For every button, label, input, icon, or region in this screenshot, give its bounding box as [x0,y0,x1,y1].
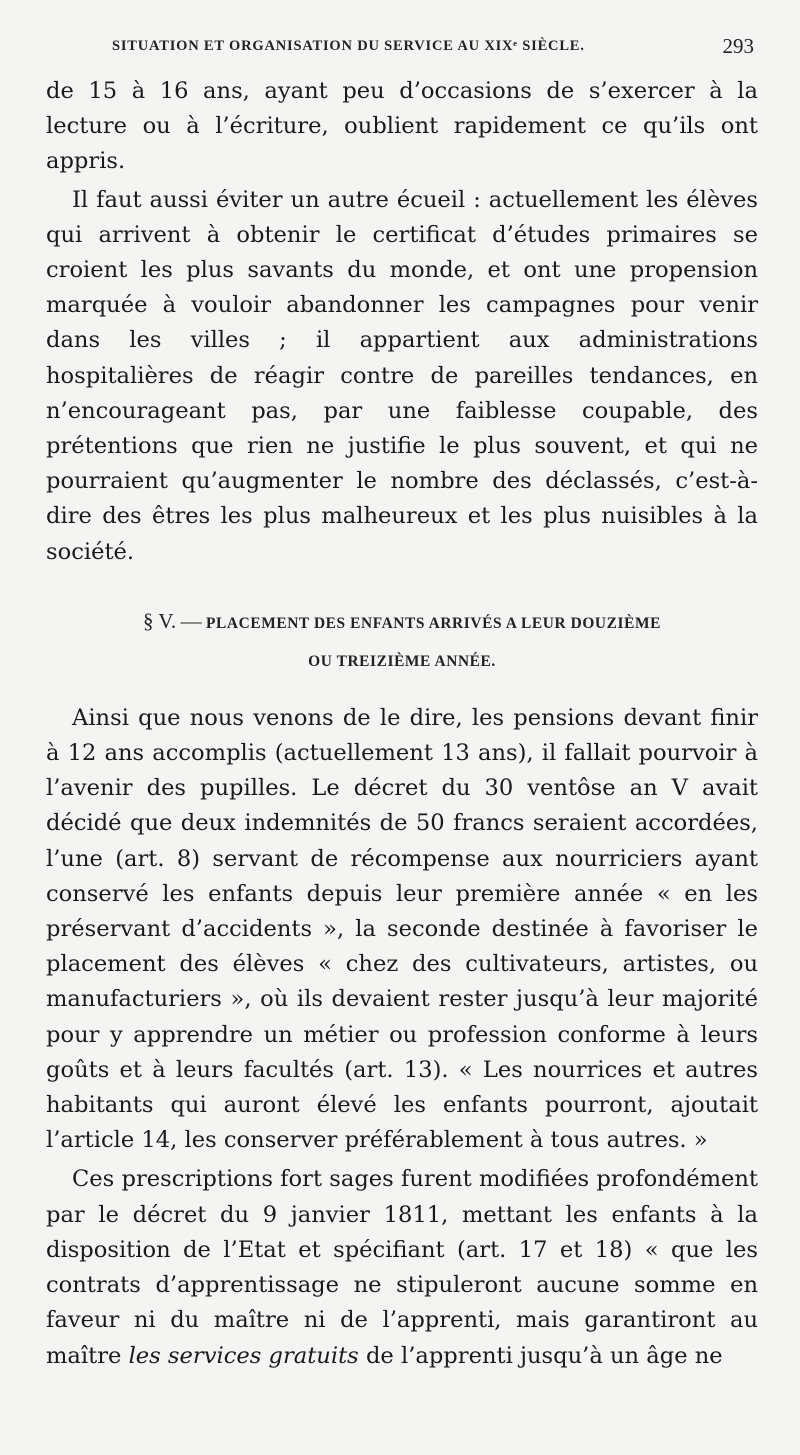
section-heading [46,608,758,675]
section-mark: § V. [143,608,177,633]
paragraph-continuation: de 15 à 16 ans, ayant peu d’occasions de s’exercer à la lecture ou à l’écriture, oublient rapidement ce qu’ils ont appris. [46,78,758,175]
page-header [112,36,754,60]
paragraph-pensions: Ainsi que nous venons de le dire, les pensions devant finir à 12 ans accomplis (actuellement 13 ans), il fallait pourvoir à l’avenir des pupilles. Le décret du 30 ventôse an V avait décidé que deux indemnités de 50 francs seraient accordées, l’une (art. 8) servant de récompense aux nourriciers ayant conservé les enfants depuis leur première année « en les préservant d’accidents », la seconde destinée à favoriser le placement des élèves « chez des cultivateurs, artistes, ou manufacturiers », où ils devaient rester jusqu’à leur majorité pour y apprendre un métier ou profession conforme à leurs goûts et à leurs facultés (art. 13). « Les nourrices et autres habitants qui auront élevé les enfants pourront, ajoutait l’article 14, les conserver préférablement à tous autres. » [46,704,758,1154]
italic-emphasis: les services gratuits [128,1342,359,1369]
paragraph-ecueil: Il faut aussi éviter un autre écueil : actuellement les élèves qui arrivent à obtenir le certificat d’études primaires se croient les plus savants du monde, et ont une propension marquée à vouloir abandonner les campagnes pour venir dans les villes ; il appartient aux administrations hospitalières de réagir contre de pareilles tendances, en n’encourageant pas, par une faiblesse coupable, des prétentions que rien ne justifie le plus souvent, et qui ne pourraient qu’augmenter le nombre des déclassés, c’est-à-dire des êtres les plus malheureux et les plus nuisibles à la société. [46,186,758,565]
section-title-line2: OU TREIZIÈME ANNÉE. [308,652,496,670]
section-title-line1: PLACEMENT DES ENFANTS ARRIVÉS A LEUR DOUZIÈME [206,614,661,632]
paragraph-prescriptions [46,1162,758,1373]
section-dash: — [180,608,202,633]
running-head: SITUATION ET ORGANISATION DU SERVICE AU XIXᵉ SIÈCLE. [112,38,585,54]
page-body [46,74,758,1374]
paragraph-prescriptions-end: de l’apprenti jusqu’à un âge ne [365,1342,723,1369]
paragraph-prescriptions-text: Ces prescriptions fort sages furent modifiées profondément par le décret du 9 janvier 1811, mettant les enfants à la disposition de l’Etat et spécifiant (art. 17 et 18) « que les contrats d’apprentissage ne stipuleront aucune somme en faveur ni du maître ni de l’apprenti, mais garantiront au maître [46,1166,758,1369]
page-number: 293 [722,34,754,58]
